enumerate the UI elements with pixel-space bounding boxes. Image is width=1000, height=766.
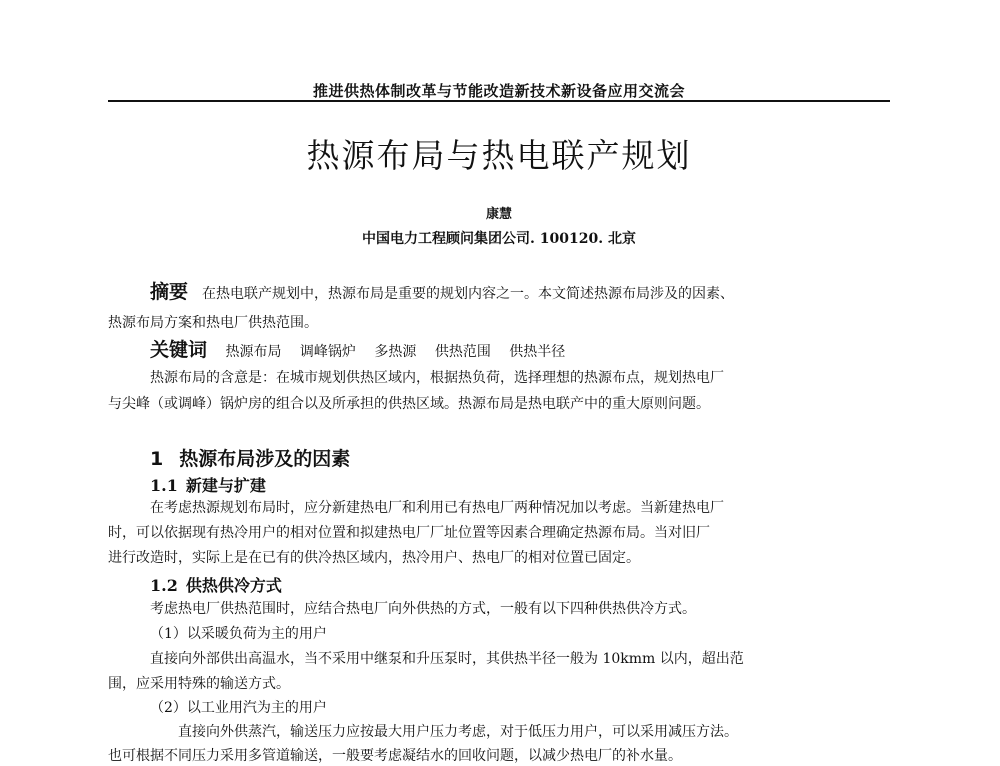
subsection-1-1-title: 新建与扩建 (185, 476, 266, 495)
header-rule (108, 100, 890, 102)
paper-title: 热源布局与热电联产规划 (306, 136, 692, 175)
conference-header: 推进供热体制改革与节能改造新技术新设备应用交流会 (312, 82, 685, 100)
sub1-1-line-3: 进行改造时，实际上是在已有的供冷热区域内，热冷用户、热电厂的相对位置已固定。 (108, 550, 640, 566)
author-affiliation: 中国电力工程顾问集团公司. 100120. 北京 (362, 231, 636, 247)
sub1-2-item-1-title: （1）以采暖负荷为主的用户 (150, 626, 327, 642)
subsection-1-1-heading (150, 473, 266, 496)
author-name: 康慧 (485, 207, 512, 222)
sub1-2-item-2-title: （2）以工业用汽为主的用户 (150, 700, 327, 716)
subsection-1-1-number: 1.1 (150, 476, 178, 495)
sub1-2-item-2-line-1: 直接向外供蒸汽，输送压力应按最大用户压力考虑，对于低压力用户，可以采用减压方法。 (178, 724, 738, 740)
subsection-1-2-title: 供热供冷方式 (185, 576, 282, 595)
section-1-heading (150, 444, 350, 471)
intro-line-2: 与尖峰（或调峰）锅炉房的组合以及所承担的供热区域。热源布局是热电联产中的重大原则问题。 (108, 396, 710, 412)
subsection-1-2-number: 1.2 (150, 576, 178, 595)
sub1-2-item-2-line-2: 也可根据不同压力采用多管道输送，一般要考虑凝结水的回收问题，以减少热电厂的补水量。 (108, 748, 682, 764)
sub1-2-item-1-line-2: 围，应采用特殊的输送方式。 (108, 676, 290, 692)
keywords-line (150, 340, 579, 362)
keyword-item: 供热半径 (509, 344, 566, 360)
sub1-1-line-2: 时，可以依据现有热冷用户的相对位置和拟建热电厂厂址位置等因素合理确定热源布局。当对旧厂 (108, 525, 710, 541)
abstract-label: 摘要 (150, 281, 189, 303)
sub1-2-item-1-line-1: 直接向外部供出高温水，当不采用中继泵和升压泵时，其供热半径一般为 10kmm 以内，超出范 (150, 651, 744, 667)
keyword-item: 热源布局 (225, 344, 282, 360)
section-1-title: 热源布局涉及的因素 (179, 448, 351, 470)
intro-line-1: 热源布局的含意是：在城市规划供热区域内，根据热负荷，选择理想的热源布点，规划热电厂 (150, 370, 724, 386)
sub1-2-line-1: 考虑热电厂供热范围时，应结合热电厂向外供热的方式，一般有以下四种供热供冷方式。 (150, 601, 696, 617)
section-1-number: 1 (150, 448, 164, 470)
subsection-1-2-heading (150, 573, 282, 596)
keyword-item: 多热源 (374, 344, 417, 360)
sub1-1-line-1: 在考虑热源规划布局时，应分新建热电厂和利用已有热电厂两种情况加以考虑。当新建热电厂 (150, 500, 724, 516)
keyword-item: 供热范围 (434, 344, 491, 360)
abstract-line-2: 热源布局方案和热电厂供热范围。 (108, 315, 318, 331)
keyword-item: 调峰锅炉 (299, 344, 356, 360)
keywords-label: 关键词 (150, 339, 208, 361)
abstract-text-1: 在热电联产规划中，热源布局是重要的规划内容之一。本文简述热源布局涉及的因素、 (202, 286, 735, 302)
abstract-line-1 (150, 282, 734, 304)
